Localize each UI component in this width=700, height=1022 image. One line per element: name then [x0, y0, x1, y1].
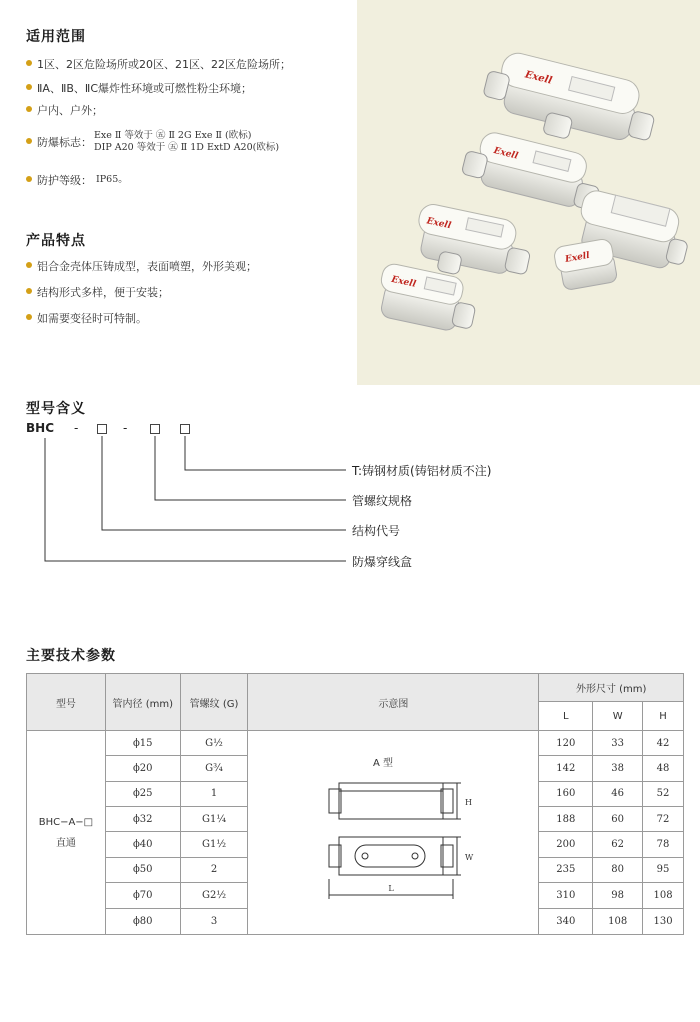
svg-text:W: W — [464, 853, 474, 862]
W-cell: 60 — [593, 807, 643, 832]
svg-text:Exell: Exell — [564, 250, 591, 265]
explosion-line-2: DIP A20 等效于 ㊄ Ⅱ 1D ExtD A20(欧标) — [94, 142, 280, 153]
model-label-material: T:铸钢材质(铸铝材质不注) — [352, 464, 492, 478]
code-dash: - — [123, 421, 128, 435]
header-L: L — [539, 702, 593, 731]
model-name: BHC−A−□ — [38, 816, 94, 828]
bore-cell: ϕ50 — [105, 857, 180, 882]
header-H: H — [643, 702, 684, 731]
svg-text:L: L — [388, 884, 394, 893]
H-cell: 108 — [643, 883, 684, 908]
model-meaning-title: 型号含义 — [26, 401, 86, 417]
L-cell: 235 — [539, 857, 593, 882]
svg-text:Exell: Exell — [523, 69, 554, 87]
explosion-label: 防爆标志： — [37, 136, 92, 149]
H-cell: 52 — [643, 781, 684, 806]
scope-item-text: ⅡA、ⅡB、ⅡC爆炸性环境或可燃性粉尘环境； — [37, 82, 252, 95]
H-cell: 78 — [643, 832, 684, 857]
bore-cell: ϕ40 — [105, 832, 180, 857]
model-label-product: 防爆穿线盒 — [352, 555, 413, 569]
scope-item-text: 户内、户外； — [37, 104, 103, 117]
bore-cell: ϕ70 — [105, 883, 180, 908]
L-cell: 200 — [539, 832, 593, 857]
header-diagram: 示意图 — [248, 674, 539, 731]
thread-cell: G2½ — [180, 883, 248, 908]
scope-title: 适用范围 — [26, 29, 86, 45]
bore-cell: ϕ20 — [105, 756, 180, 781]
H-cell: 48 — [643, 756, 684, 781]
header-W: W — [593, 702, 643, 731]
feature-item-text: 铝合金壳体压铸成型，表面喷塑，外形美观； — [37, 260, 257, 273]
L-cell: 160 — [539, 781, 593, 806]
L-cell: 310 — [539, 883, 593, 908]
L-cell: 142 — [539, 756, 593, 781]
bore-cell: ϕ80 — [105, 908, 180, 934]
W-cell: 108 — [593, 908, 643, 934]
model-cell — [27, 731, 106, 935]
thread-cell: 2 — [180, 857, 248, 882]
W-cell: 80 — [593, 857, 643, 882]
H-cell: 42 — [643, 731, 684, 756]
protection-value: IP65。 — [96, 174, 128, 185]
thread-cell: G1¼ — [180, 807, 248, 832]
header-thread: 管螺纹 (G) — [180, 674, 248, 731]
svg-text:H: H — [464, 798, 472, 807]
L-cell: 120 — [539, 731, 593, 756]
code-dash: - — [74, 421, 79, 435]
H-cell: 95 — [643, 857, 684, 882]
feature-item-text: 如需要变径时可特制。 — [37, 312, 147, 325]
diagram-cell — [248, 731, 539, 935]
W-cell: 98 — [593, 883, 643, 908]
model-label-thread: 管螺纹规格 — [352, 494, 413, 508]
svg-text:Exell: Exell — [425, 216, 452, 232]
svg-text:A 型: A 型 — [372, 758, 393, 769]
thread-cell: G1½ — [180, 832, 248, 857]
W-cell: 46 — [593, 781, 643, 806]
svg-text:Exell: Exell — [390, 274, 417, 290]
header-bore: 管内径 (mm) — [105, 674, 180, 731]
explosion-line-1: Exe Ⅱ 等效于 ㊄ Ⅱ 2G Exe Ⅱ (欧标) — [94, 130, 252, 141]
params-title: 主要技术参数 — [26, 648, 116, 664]
H-cell: 130 — [643, 908, 684, 934]
features-title: 产品特点 — [26, 233, 86, 249]
W-cell: 38 — [593, 756, 643, 781]
H-cell: 72 — [643, 807, 684, 832]
header-dims: 外形尺寸 (mm) — [539, 674, 684, 702]
code-prefix: BHC — [26, 421, 54, 435]
bore-cell: ϕ15 — [105, 731, 180, 756]
scope-item-text: 1区、2区危险场所或20区、21区、22区危险场所； — [37, 58, 291, 71]
model-sub: 直通 — [55, 837, 76, 849]
W-cell: 62 — [593, 832, 643, 857]
W-cell: 33 — [593, 731, 643, 756]
thread-cell: 1 — [180, 781, 248, 806]
model-label-structure: 结构代号 — [352, 524, 401, 538]
bore-cell: ϕ32 — [105, 807, 180, 832]
bore-cell: ϕ25 — [105, 781, 180, 806]
svg-text:Exell: Exell — [492, 145, 520, 162]
L-cell: 340 — [539, 908, 593, 934]
header-model: 型号 — [27, 674, 106, 731]
spec-table — [26, 673, 684, 935]
table-header-row — [27, 674, 684, 702]
thread-cell: G¾ — [180, 756, 248, 781]
table-row — [27, 731, 684, 756]
L-cell: 188 — [539, 807, 593, 832]
protection-label: 防护等级： — [37, 174, 92, 187]
feature-item-text: 结构形式多样，便于安装； — [37, 286, 169, 299]
type-a-diagram — [249, 731, 538, 931]
thread-cell: G½ — [180, 731, 248, 756]
thread-cell: 3 — [180, 908, 248, 934]
